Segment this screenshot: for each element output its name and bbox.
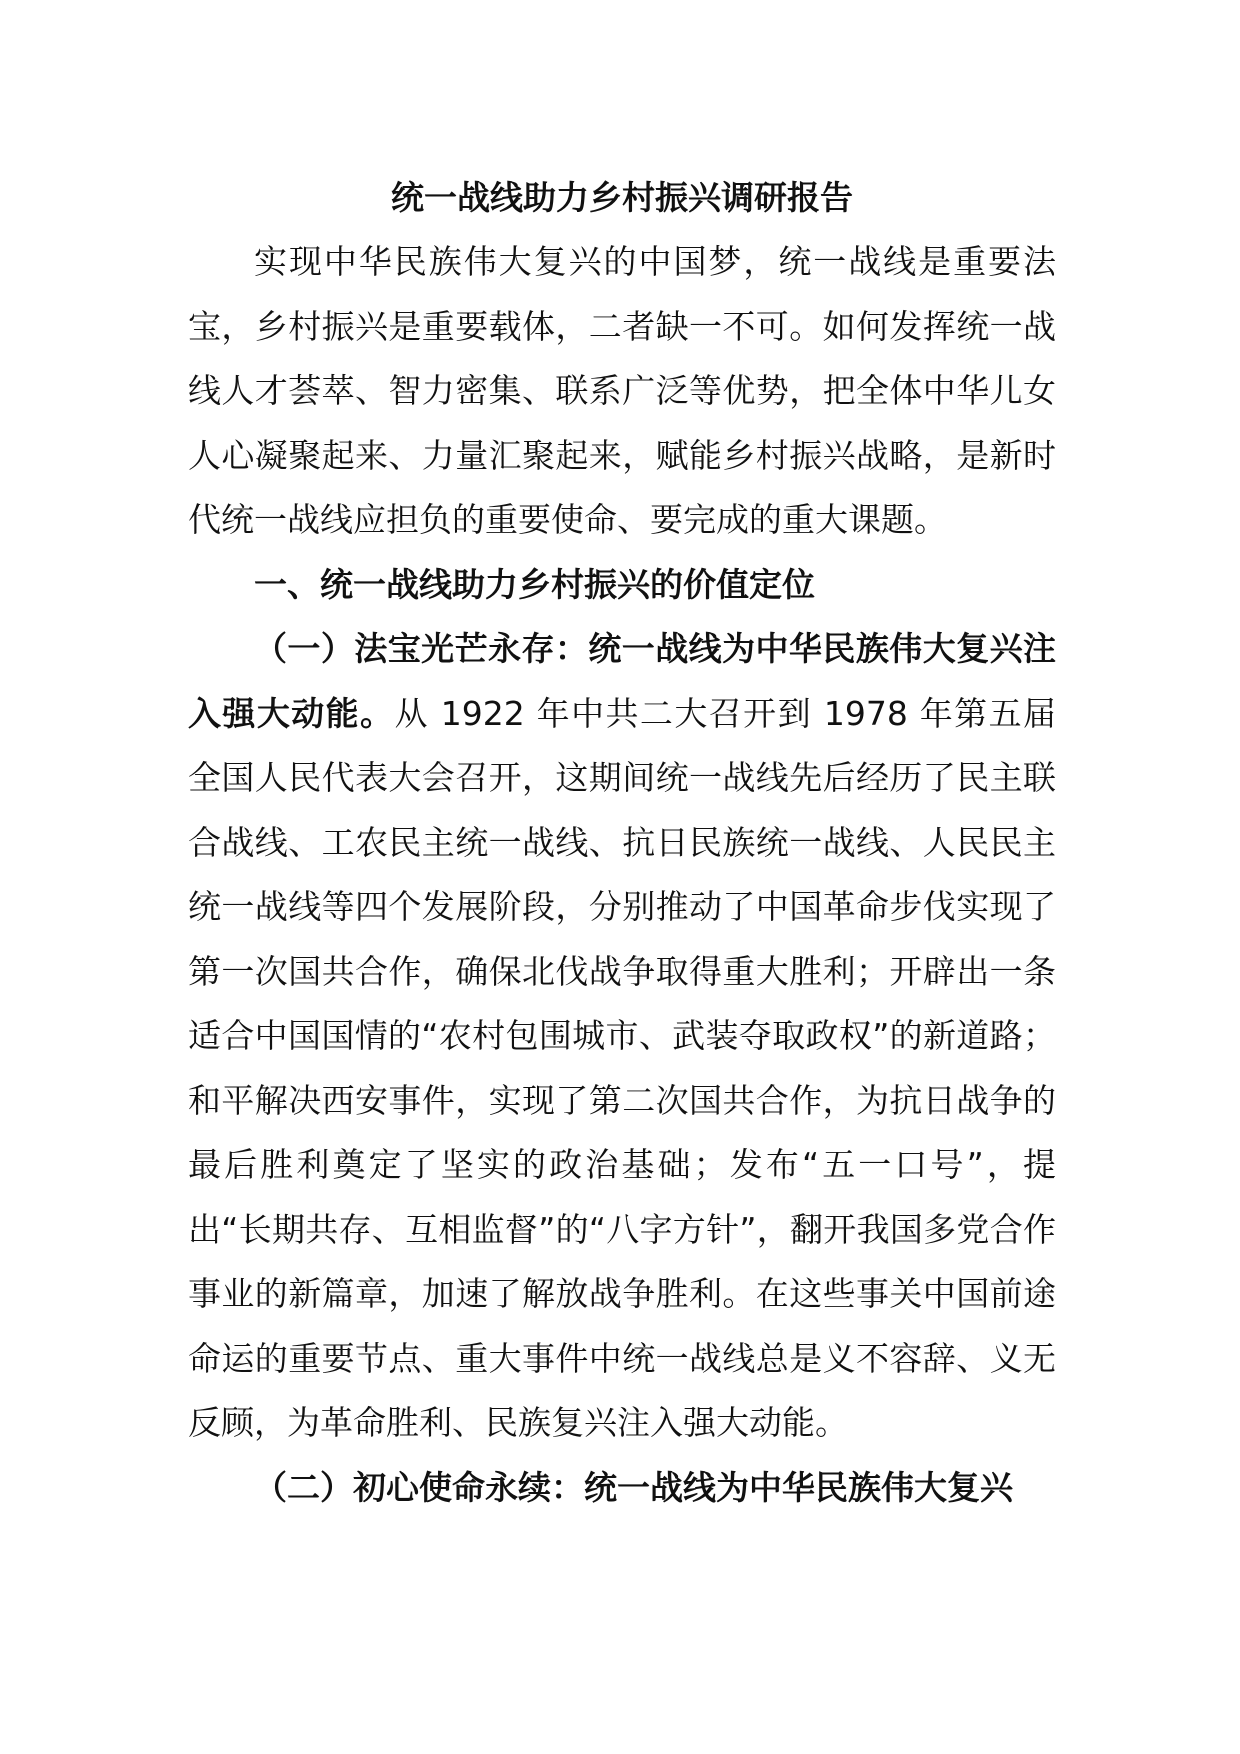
subsection-2-lead: （二）初心使命永续：统一战线为中华民族伟大复兴 xyxy=(254,1467,1013,1507)
intro-paragraph: 实现中华民族伟大复兴的中国梦，统一战线是重要法宝，乡村振兴是重要载体，二者缺一不可。如何发挥统一战线人才荟萃、智力密集、联系广泛等优势，把全体中华儿女人心凝聚起来、力量汇聚起来，赋能乡村振兴战略，是新时代统一战线应担负的重要使命、要完成的重大课题。 xyxy=(188,242,1056,539)
subsection-1-paragraph xyxy=(188,617,1056,1456)
document-title: 统一战线助力乡村振兴调研报告 xyxy=(391,178,853,217)
document-page xyxy=(188,166,1056,1520)
subsection-1-lead: （一）法宝光芒永存：统一战线为中华民族伟大复兴注入强大动能。 xyxy=(188,629,1056,733)
subsection-2-paragraph xyxy=(188,1456,1056,1521)
section-heading: 一、统一战线助力乡村振兴的价值定位 xyxy=(254,564,815,604)
subsection-1-body: 从 1922 年中共二大召开到 1978 年第五届全国人民代表大会召开，这期间统一战线先后经历了民主联合战线、工农民主统一战线、抗日民族统一战线、人民民主统一战线等四个发展阶段，分别推动了中国革命步伐实现了第一次国共合作，确保北伐战争取得重大胜利；开辟出一条适合中国国情的“农村包围城市、武装夺取政权”的新道路；和平解决西安事件，实现了第二次国共合作，为抗日战争的最后胜利奠定了坚实的政治基础；发布“五一口号”，提出“长期共存、互相监督”的“八字方针”，翻开我国多党合作事业的新篇章，加速了解放战争胜利。在这些事关中国前途命运的重要节点、重大事件中统一战线总是义不容辞、义无反顾，为革命胜利、民族复兴注入强大动能。 xyxy=(188,693,1056,1442)
